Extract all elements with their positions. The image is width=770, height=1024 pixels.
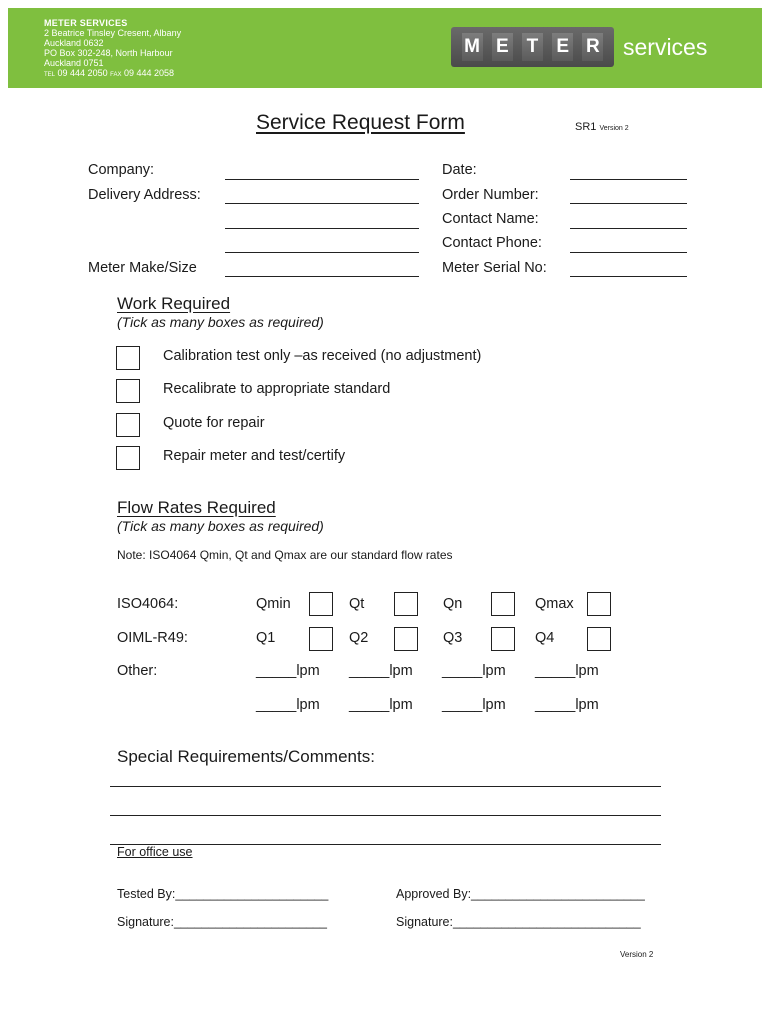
date-label: Date: xyxy=(442,162,477,178)
address-line: PO Box 302-248, North Harbour xyxy=(44,48,173,58)
flow-rates-hint: (Tick as many boxes as required) xyxy=(117,518,324,534)
fax-label: FAX xyxy=(110,72,122,78)
form-code-value: SR1 xyxy=(575,121,597,133)
meter-make-size-label: Meter Make/Size xyxy=(88,260,197,276)
meter-make-size-field[interactable] xyxy=(225,276,419,277)
form-version: Version 2 xyxy=(599,125,629,132)
q2-label: Q2 xyxy=(349,630,369,646)
quote-repair-checkbox[interactable] xyxy=(116,413,140,437)
flow-rates-heading: Flow Rates Required xyxy=(117,498,276,517)
meter-services-logo xyxy=(451,27,707,67)
q2-checkbox[interactable] xyxy=(394,627,418,651)
meter-serial-field[interactable] xyxy=(570,276,687,277)
fax-value: 09 444 2058 xyxy=(123,68,175,78)
other-lpm-field[interactable]: _____lpm xyxy=(535,697,599,713)
special-requirements-heading: Special Requirements/Comments: xyxy=(117,747,375,766)
signature-left-field[interactable]: Signature:______________________ xyxy=(117,915,327,929)
contact-phone-field[interactable] xyxy=(570,252,687,253)
address-line: Auckland 0751 xyxy=(44,58,104,68)
work-required-hint: (Tick as many boxes as required) xyxy=(117,314,324,330)
logo-letter: E xyxy=(492,33,513,61)
repair-meter-checkbox[interactable] xyxy=(116,446,140,470)
delivery-address-field-3[interactable] xyxy=(225,252,419,253)
tel-label: TEL xyxy=(44,72,56,78)
company-label: Company: xyxy=(88,162,155,178)
delivery-address-label: Delivery Address: xyxy=(88,187,201,203)
comments-line-1[interactable] xyxy=(110,786,661,787)
repair-meter-label: Repair meter and test/certify xyxy=(163,448,346,464)
date-field[interactable] xyxy=(570,179,687,180)
other-lpm-field[interactable]: _____lpm xyxy=(535,663,599,679)
comments-line-2[interactable] xyxy=(110,815,661,816)
delivery-address-field-2[interactable] xyxy=(225,228,419,229)
logo-letter: M xyxy=(462,33,483,61)
oiml-r49-label: OIML-R49: xyxy=(117,630,188,646)
q1-checkbox[interactable] xyxy=(309,627,333,651)
iso4064-label: ISO4064: xyxy=(117,596,179,612)
qt-checkbox[interactable] xyxy=(394,592,418,616)
order-number-label: Order Number: xyxy=(442,187,539,203)
other-lpm-field[interactable]: _____lpm xyxy=(349,697,413,713)
other-lpm-field[interactable]: _____lpm xyxy=(256,697,320,713)
logo-letter-box xyxy=(451,27,614,67)
contact-name-label: Contact Name: xyxy=(442,211,539,227)
approved-by-field[interactable]: Approved By:_________________________ xyxy=(396,887,645,901)
quote-repair-label: Quote for repair xyxy=(163,415,265,431)
q4-label: Q4 xyxy=(535,630,555,646)
signature-right-field[interactable]: Signature:___________________________ xyxy=(396,915,641,929)
meter-serial-label: Meter Serial No: xyxy=(442,260,547,276)
form-code xyxy=(575,121,629,133)
address-line: Auckland 0632 xyxy=(44,38,104,48)
tel-value: 09 444 2050 xyxy=(57,68,108,78)
flow-rates-note: Note: ISO4064 Qmin, Qt and Qmax are our standard flow rates xyxy=(117,548,453,562)
other-label: Other: xyxy=(117,663,158,679)
recalibrate-checkbox[interactable] xyxy=(116,379,140,403)
delivery-address-field[interactable] xyxy=(225,203,419,204)
order-number-field[interactable] xyxy=(570,203,687,204)
calibration-test-checkbox[interactable] xyxy=(116,346,140,370)
logo-letter: E xyxy=(552,33,573,61)
tested-by-field[interactable]: Tested By:______________________ xyxy=(117,887,329,901)
q4-checkbox[interactable] xyxy=(587,627,611,651)
work-required-heading: Work Required xyxy=(117,294,231,313)
header-banner xyxy=(8,8,762,88)
qt-label: Qt xyxy=(349,596,365,612)
qn-label: Qn xyxy=(443,596,463,612)
contact-phone-label: Contact Phone: xyxy=(442,235,542,251)
qmax-label: Qmax xyxy=(535,596,574,612)
form-title: Service Request Form xyxy=(256,111,465,134)
address-line: 2 Beatrice Tinsley Cresent, Albany xyxy=(44,28,182,38)
company-address xyxy=(44,18,181,80)
q3-checkbox[interactable] xyxy=(491,627,515,651)
qmax-checkbox[interactable] xyxy=(587,592,611,616)
office-use-heading: For office use xyxy=(117,845,193,859)
other-lpm-field[interactable]: _____lpm xyxy=(349,663,413,679)
logo-word: services xyxy=(623,33,708,60)
footer-version: Version 2 xyxy=(620,950,654,959)
logo-letter: T xyxy=(522,33,543,61)
other-lpm-field[interactable]: _____lpm xyxy=(442,697,506,713)
qn-checkbox[interactable] xyxy=(491,592,515,616)
brand-name: METER SERVICES xyxy=(44,18,128,28)
phone-line xyxy=(44,68,181,80)
company-field[interactable] xyxy=(225,179,419,180)
q1-label: Q1 xyxy=(256,630,276,646)
qmin-checkbox[interactable] xyxy=(309,592,333,616)
recalibrate-label: Recalibrate to appropriate standard xyxy=(163,381,391,397)
q3-label: Q3 xyxy=(443,630,463,646)
logo-letter: R xyxy=(582,33,603,61)
other-lpm-field[interactable]: _____lpm xyxy=(256,663,320,679)
calibration-test-label: Calibration test only –as received (no adjustment) xyxy=(163,348,482,364)
other-lpm-field[interactable]: _____lpm xyxy=(442,663,506,679)
qmin-label: Qmin xyxy=(256,596,291,612)
contact-name-field[interactable] xyxy=(570,228,687,229)
